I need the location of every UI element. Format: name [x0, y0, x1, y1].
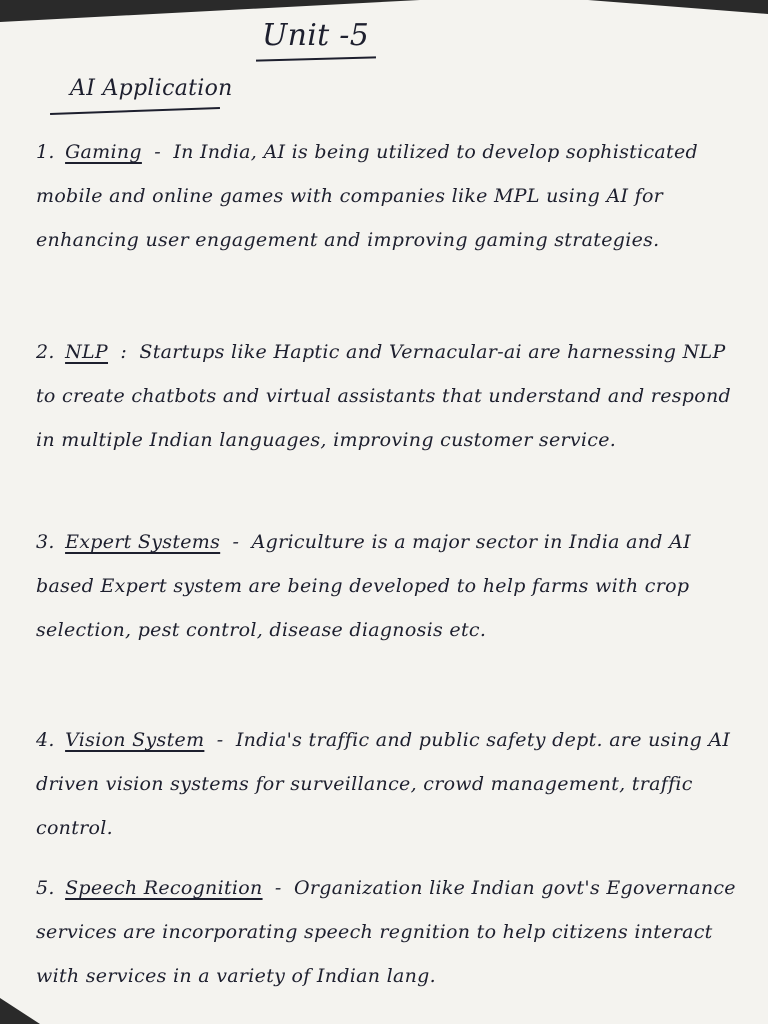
item-text: Startups like Haptic and Vernacular-ai are harnessing NLP to create chatbots and virtual assistants that understand and respond in multiple Indian languages, improving customer service.: [36, 341, 731, 451]
item-separator: -: [216, 729, 224, 751]
item-separator: -: [232, 531, 240, 553]
list-item: [36, 130, 746, 262]
item-number: 1.: [36, 141, 55, 163]
page-title: Unit -5: [262, 18, 370, 53]
section-heading-underline: [50, 107, 220, 115]
item-heading: Speech Recognition: [65, 877, 263, 899]
list-item: [36, 330, 746, 462]
item-text: Organization like Indian govt's Egovernance services are incorporating speech regnition to help citizens interact with services in a variety of Indian lang.: [36, 877, 736, 987]
item-text: In India, AI is being utilized to develop sophisticated mobile and online games with companies like MPL using AI for enhancing user engagement and improving gaming strategies.: [36, 141, 698, 251]
list-item: [36, 718, 746, 850]
item-heading: NLP: [65, 341, 109, 363]
item-number: 4.: [36, 729, 55, 751]
page-shadow-corner: [0, 998, 40, 1024]
item-number: 2.: [36, 341, 55, 363]
item-text: Agriculture is a major sector in India and AI based Expert system are being developed to help farms with crop selection, pest control, disease diagnosis etc.: [36, 531, 691, 641]
item-separator: :: [120, 341, 128, 363]
item-number: 5.: [36, 877, 55, 899]
item-heading: Expert Systems: [65, 531, 221, 553]
list-item: [36, 520, 746, 652]
item-heading: Gaming: [65, 141, 142, 163]
list-item: [36, 866, 746, 998]
title-underline: [256, 56, 376, 61]
item-heading: Vision System: [65, 729, 205, 751]
item-separator: -: [274, 877, 282, 899]
section-heading: AI Application: [70, 76, 233, 101]
item-number: 3.: [36, 531, 55, 553]
item-separator: -: [154, 141, 161, 163]
page-shadow-corner: [588, 0, 768, 14]
item-text: India's traffic and public safety dept. are using AI driven vision systems for surveillance, crowd management, traffic control.: [36, 729, 731, 839]
